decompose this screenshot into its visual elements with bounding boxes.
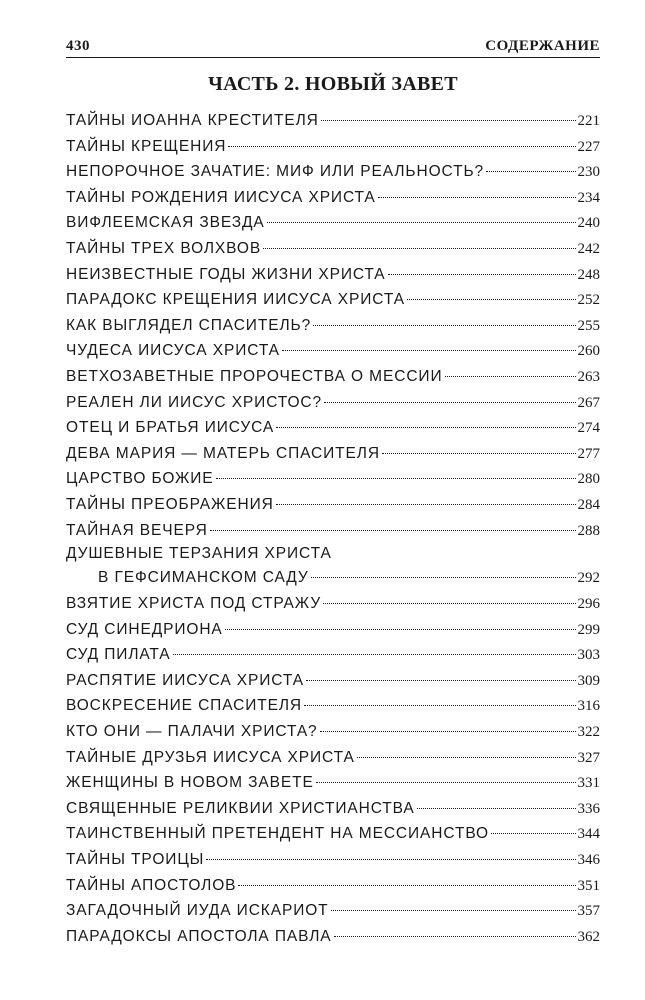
dot-leader bbox=[324, 402, 575, 403]
toc-entry bbox=[66, 262, 600, 288]
toc-entry-title: НЕИЗВЕСТНЫЕ ГОДЫ ЖИЗНИ ХРИСТА bbox=[66, 265, 386, 283]
dot-leader bbox=[276, 504, 576, 505]
toc-entry bbox=[66, 617, 600, 643]
dot-leader bbox=[225, 629, 576, 630]
toc-entry-page: 292 bbox=[577, 570, 600, 587]
toc-entry-page: 284 bbox=[577, 496, 600, 513]
toc-entry bbox=[66, 770, 600, 796]
toc-entry bbox=[66, 821, 600, 847]
toc-entry-page: 248 bbox=[577, 266, 600, 283]
dot-leader bbox=[357, 757, 576, 758]
toc-entry-title: ТАЙНЫ ТРОИЦЫ bbox=[66, 851, 205, 869]
toc-entry-title: ТАЙНАЯ ВЕЧЕРЯ bbox=[66, 521, 208, 539]
running-title: СОДЕРЖАНИЕ bbox=[485, 38, 600, 54]
toc-entry-title-line2: В ГЕФСИМАНСКОМ САДУ bbox=[98, 569, 309, 587]
dot-leader bbox=[313, 325, 575, 326]
dot-leader bbox=[306, 680, 576, 681]
toc-entry-page: 230 bbox=[577, 164, 600, 181]
toc-entry-title: ЦАРСТВО БОЖИЕ bbox=[66, 470, 214, 488]
toc-entry bbox=[66, 924, 600, 950]
toc-entry bbox=[66, 441, 600, 467]
toc-entry bbox=[66, 543, 600, 591]
toc-entry bbox=[66, 364, 600, 390]
toc-entry bbox=[66, 338, 600, 364]
toc-entry-page: 309 bbox=[577, 672, 600, 689]
toc-entry-title: ТАИНСТВЕННЫЙ ПРЕТЕНДЕНТ НА МЕССИАНСТВО bbox=[66, 825, 490, 843]
dot-leader bbox=[216, 478, 576, 479]
dot-leader bbox=[311, 577, 576, 578]
toc-entry-title: ЧУДЕСА ИИСУСА ХРИСТА bbox=[66, 342, 280, 360]
toc-entry-page: 344 bbox=[577, 826, 600, 843]
toc-entry-title: ПАРАДОКСЫ АПОСТОЛА ПАВЛА bbox=[66, 927, 332, 945]
toc-entry-page: 280 bbox=[577, 471, 600, 488]
toc-entry-page: 274 bbox=[577, 420, 600, 437]
dot-leader bbox=[334, 936, 576, 937]
toc-entry-title: ЖЕНЩИНЫ В НОВОМ ЗАВЕТЕ bbox=[66, 774, 314, 792]
toc-entry-title: КАК ВЫГЛЯДЕЛ СПАСИТЕЛЬ? bbox=[66, 316, 312, 334]
toc-entry bbox=[66, 591, 600, 617]
toc-entry-title: ТАЙНЫ ТРЕХ ВОЛХВОВ bbox=[66, 239, 262, 257]
toc-entry-continuation bbox=[66, 565, 600, 591]
toc-entry bbox=[66, 642, 600, 668]
dot-leader bbox=[378, 197, 576, 198]
toc-entry-title: ТАЙНЫ ПРЕОБРАЖЕНИЯ bbox=[66, 495, 274, 513]
toc-entry-title: КТО ОНИ — ПАЛАЧИ ХРИСТА? bbox=[66, 723, 318, 741]
dot-leader bbox=[267, 222, 576, 223]
dot-leader bbox=[417, 808, 576, 809]
dot-leader bbox=[228, 146, 575, 147]
dot-leader bbox=[173, 654, 576, 655]
toc-entry-page: 234 bbox=[577, 189, 600, 206]
dot-leader bbox=[382, 453, 576, 454]
dot-leader bbox=[276, 427, 575, 428]
toc-entry-title: ВЕТХОЗАВЕТНЫЕ ПРОРОЧЕСТВА О МЕССИИ bbox=[66, 367, 443, 385]
part-title: ЧАСТЬ 2. НОВЫЙ ЗАВЕТ bbox=[208, 73, 458, 95]
toc-entry bbox=[66, 287, 600, 313]
toc-entry-page: 331 bbox=[577, 775, 600, 792]
toc-entry-title: ТАЙНЫ КРЕЩЕНИЯ bbox=[66, 137, 227, 155]
toc-entry-title: ВИФЛЕЕМСКАЯ ЗВЕЗДА bbox=[66, 214, 265, 232]
toc-entry bbox=[66, 693, 600, 719]
page-number: 430 bbox=[66, 38, 90, 54]
toc-entry-page: 240 bbox=[577, 215, 600, 232]
toc-entry-title: ТАЙНЫ РОЖДЕНИЯ ИИСУСА ХРИСТА bbox=[66, 188, 376, 206]
dot-leader bbox=[206, 859, 575, 860]
toc-entry-page: 252 bbox=[577, 292, 600, 309]
toc-entry-title: СВЯЩЕННЫЕ РЕЛИКВИИ ХРИСТИАНСТВА bbox=[66, 799, 415, 817]
toc-entry bbox=[66, 236, 600, 262]
toc-entry-page: 303 bbox=[577, 647, 600, 664]
dot-leader bbox=[491, 833, 575, 834]
dot-leader bbox=[323, 603, 575, 604]
toc-entry-page: 288 bbox=[577, 522, 600, 539]
toc-entry bbox=[66, 185, 600, 211]
toc-entry bbox=[66, 796, 600, 822]
toc-entry bbox=[66, 466, 600, 492]
toc-entry bbox=[66, 847, 600, 873]
toc-entry-page: 322 bbox=[577, 724, 600, 741]
toc-entry-title: СУД СИНЕДРИОНА bbox=[66, 620, 223, 638]
toc-entry-page: 362 bbox=[577, 928, 600, 945]
toc-entry-title: ДЕВА МАРИЯ — МАТЕРЬ СПАСИТЕЛЯ bbox=[66, 444, 380, 462]
toc-entry-page: 260 bbox=[577, 343, 600, 360]
toc-entry-page: 346 bbox=[577, 852, 600, 869]
dot-leader bbox=[210, 530, 576, 531]
toc-entry bbox=[66, 518, 600, 544]
toc-entry-title: ТАЙНЫ ИОАННА КРЕСТИТЕЛЯ bbox=[66, 112, 319, 129]
toc-entry-page: 351 bbox=[577, 877, 600, 894]
toc-entry-title: ПАРАДОКС КРЕЩЕНИЯ ИИСУСА ХРИСТА bbox=[66, 291, 405, 309]
toc-entry-title: ТАЙНЫ АПОСТОЛОВ bbox=[66, 876, 237, 894]
toc-entry-page: 267 bbox=[577, 394, 600, 411]
dot-leader bbox=[238, 885, 575, 886]
toc-entry bbox=[66, 668, 600, 694]
toc-entry bbox=[66, 313, 600, 339]
toc-entry-title: РЕАЛЕН ЛИ ИИСУС ХРИСТОС? bbox=[66, 393, 323, 411]
dot-leader bbox=[445, 376, 576, 377]
toc-entry-page: 242 bbox=[577, 240, 600, 257]
dot-leader bbox=[263, 248, 575, 249]
dot-leader bbox=[486, 171, 575, 172]
toc-entry-title: ДУШЕВНЫЕ ТЕРЗАНИЯ ХРИСТА bbox=[66, 545, 332, 563]
toc-entry-title: ОТЕЦ И БРАТЬЯ ИИСУСА bbox=[66, 419, 275, 437]
toc-entry-title: ЗАГАДОЧНЫЙ ИУДА ИСКАРИОТ bbox=[66, 902, 329, 920]
toc-entry bbox=[66, 873, 600, 899]
toc-entry-page: 263 bbox=[577, 368, 600, 385]
toc-entry-page: 227 bbox=[577, 138, 600, 155]
toc-entry-title: РАСПЯТИЕ ИИСУСА ХРИСТА bbox=[66, 671, 304, 689]
toc-entry-page: 221 bbox=[577, 113, 600, 129]
dot-leader bbox=[304, 705, 575, 706]
toc-entry bbox=[66, 745, 600, 771]
toc-entry-title: ВОСКРЕСЕНИЕ СПАСИТЕЛЯ bbox=[66, 697, 303, 715]
toc-entry bbox=[66, 108, 600, 134]
running-header bbox=[66, 38, 600, 58]
toc-entry-title: НЕПОРОЧНОЕ ЗАЧАТИЕ: МИФ ИЛИ РЕАЛЬНОСТЬ? bbox=[66, 163, 485, 181]
toc-entry-page: 336 bbox=[577, 800, 600, 817]
toc-entry-page: 255 bbox=[577, 317, 600, 334]
toc-entry bbox=[66, 415, 600, 441]
toc-entry bbox=[66, 134, 600, 160]
toc-entry-page: 296 bbox=[577, 596, 600, 613]
toc-entry bbox=[66, 719, 600, 745]
dot-leader bbox=[388, 274, 576, 275]
dot-leader bbox=[320, 731, 576, 732]
toc-entry bbox=[66, 390, 600, 416]
toc-entry bbox=[66, 898, 600, 924]
toc-entry bbox=[66, 210, 600, 236]
toc-entry-title: СУД ПИЛАТА bbox=[66, 646, 171, 664]
dot-leader bbox=[316, 782, 576, 783]
dot-leader bbox=[407, 299, 576, 300]
toc-entry-title: ТАЙНЫЕ ДРУЗЬЯ ИИСУСА ХРИСТА bbox=[66, 748, 355, 766]
dot-leader bbox=[321, 120, 576, 121]
dot-leader bbox=[331, 910, 576, 911]
table-of-contents bbox=[66, 108, 600, 949]
dot-leader bbox=[282, 350, 576, 351]
toc-entry-page: 327 bbox=[577, 749, 600, 766]
toc-entry-page: 316 bbox=[577, 698, 600, 715]
toc-entry bbox=[66, 159, 600, 185]
toc-entry-page: 277 bbox=[577, 445, 600, 462]
toc-entry-title: ВЗЯТИЕ ХРИСТА ПОД СТРАЖУ bbox=[66, 595, 322, 613]
toc-entry-page: 357 bbox=[577, 903, 600, 920]
toc-entry-page: 299 bbox=[577, 621, 600, 638]
toc-entry bbox=[66, 492, 600, 518]
